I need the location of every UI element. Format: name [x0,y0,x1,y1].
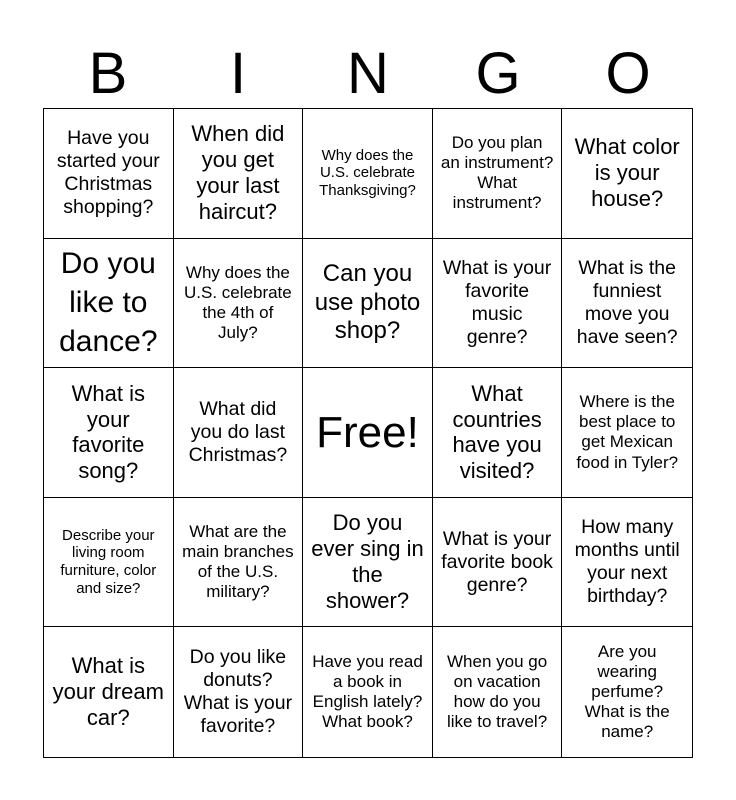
cell-text: Why does the U.S. celebrate the 4th of July? [184,262,292,342]
cell-text: How many months until your next birthday? [574,516,680,608]
cell-text: What is the funniest move you have seen? [576,256,678,348]
bingo-cell[interactable] [433,498,563,628]
bingo-cell[interactable] [433,239,563,369]
cell-text: Free! [316,407,419,457]
cell-text: Are you wearing perfume? What is the name? [584,642,670,742]
cell-text: Do you like donuts? What is your favorite? [183,646,293,738]
cell-text: Do you like to dance? [59,247,158,359]
bingo-cell[interactable] [303,109,433,239]
cell-text: What is your favorite music genre? [442,256,552,348]
bingo-cell[interactable] [44,109,174,239]
cell-text: What color is your house? [574,134,680,212]
cell-text: What is your favorite book genre? [441,527,553,596]
bingo-cell[interactable] [174,498,304,628]
cell-text: What did you do last Christmas? [188,397,288,466]
cell-text: Why does the U.S. celebrate Thanksgiving? [319,146,416,200]
cell-text: Can you use photo shop? [314,260,421,345]
bingo-cell[interactable] [174,627,304,757]
bingo-cell[interactable] [174,368,304,498]
cell-text: When you go on vacation how do you like to travel? [447,652,548,732]
bingo-cell[interactable] [303,498,433,628]
bingo-cell[interactable] [562,498,692,628]
cell-text: When did you get your last haircut? [191,121,285,225]
free-space[interactable] [303,368,433,498]
header-letter-n: N [347,41,389,106]
cell-text: What is your dream car? [52,653,164,731]
bingo-cell[interactable] [303,239,433,369]
cell-text: Do you ever sing in the shower? [311,510,424,614]
bingo-cell[interactable] [562,627,692,757]
bingo-cell[interactable] [44,239,174,369]
bingo-cell[interactable] [44,368,174,498]
header-letter-b: B [88,41,128,106]
cell-text: Have you read a book in English lately? What book? [312,652,423,732]
cell-text: Where is the best place to get Mexican food in Tyler? [576,392,679,472]
bingo-cell[interactable] [562,239,692,369]
header-letter-o: O [605,41,651,106]
bingo-cell[interactable] [44,498,174,628]
bingo-cell[interactable] [433,627,563,757]
bingo-cell[interactable] [562,368,692,498]
bingo-cell[interactable] [303,627,433,757]
bingo-header [43,40,693,108]
cell-text: Have you started your Christmas shopping? [56,127,160,219]
bingo-cell[interactable] [562,109,692,239]
bingo-board [43,108,693,758]
bingo-cell[interactable] [174,109,304,239]
cell-text: Do you plan an instrument? What instrument? [440,133,554,213]
bingo-cell[interactable] [174,239,304,369]
bingo-cell[interactable] [44,627,174,757]
header-letter-i: I [229,41,247,106]
cell-text: What is your favorite song? [71,380,145,484]
header-letter-g: G [475,41,521,106]
cell-text: Describe your living room furniture, color and size? [60,526,157,597]
cell-text: What are the main branches of the U.S. military? [182,522,294,602]
bingo-cell[interactable] [433,368,563,498]
cell-text: What countries have you visited? [452,380,542,484]
bingo-cell[interactable] [433,109,563,239]
